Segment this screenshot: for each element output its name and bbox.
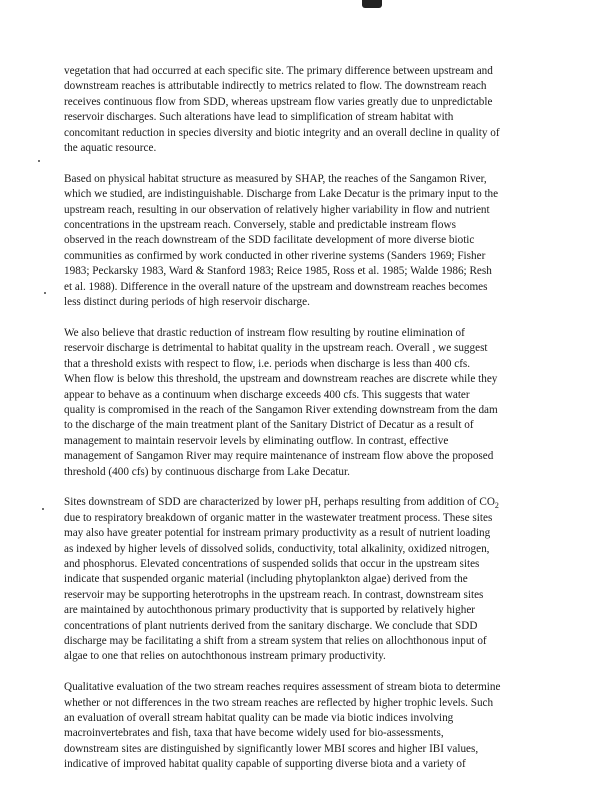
scan-mark [362, 0, 382, 8]
text-line: observed in the reach downstream of the SDD facilitate development of more diverse biotic [64, 234, 475, 247]
text-line [64, 495, 552, 510]
text-line: to the discharge of the main treatment plant of the Sanitary District of Decatur as a result of [64, 419, 474, 432]
text-line: Qualitative evaluation of the two stream reaches requires assessment of stream biota to determine [64, 681, 501, 694]
scan-speck [38, 160, 40, 162]
text-line: threshold (400 cfs) by continuous discharge from Lake Decatur. [64, 465, 350, 478]
text-line: less distinct during periods of high reservoir discharge. [64, 296, 310, 309]
body-text [64, 64, 552, 788]
text-line: downstream sites are distinguished by significantly lower MBI scores and higher IBI values, [64, 742, 479, 755]
text-line: whether or not differences in the two stream reaches are reflected by higher trophic levels. Such [64, 696, 494, 709]
text-line: communities as confirmed by work conducted in other riverine systems (Sanders 1969; Fisher [64, 249, 486, 262]
text-line: receives continuous flow from SDD, whereas upstream flow varies greatly due to unpredictable [64, 95, 493, 108]
text-line: reservoir may be supporting heterotrophs in the upstream reach. In contrast, downstream sites [64, 588, 484, 601]
text-line: management of Sangamon River may require maintenance of instream flow above the proposed [64, 450, 494, 463]
paragraph-4 [64, 495, 552, 664]
text-line: 1983; Peckarsky 1983, Ward & Stanford 1983; Reice 1985, Ross et al. 1985; Walde 1986; Resh [64, 265, 492, 278]
text-line: et al. 1988). Difference in the overall nature of the upstream and downstream reaches becomes [64, 280, 488, 293]
text-line: We also believe that drastic reduction of instream flow resulting by routine elimination of [64, 326, 465, 339]
text-line: Based on physical habitat structure as measured by SHAP, the reaches of the Sangamon River, [64, 172, 487, 185]
text-line: indicate that suspended organic material (including phytoplankton algae) derived from the [64, 573, 468, 586]
text-line: may also have greater potential for instream primary productivity as a result of nutrient loading [64, 527, 491, 540]
text-line: an evaluation of overall stream habitat quality can be made via biotic indices involving [64, 712, 454, 724]
text-line: concomitant reduction in species diversity and biotic integrity and an overall decline in quality of [64, 126, 500, 139]
text-segment: Sites downstream of SDD are characterized by lower pH, perhaps resulting from addition of CO [64, 496, 495, 509]
text-line: macroinvertebrates and fish, taxa that have become widely used for bio-assessments, [64, 727, 444, 740]
paragraph-2 [64, 172, 552, 311]
text-line: are maintained by autochthonous primary productivity that is supported by relatively higher [64, 604, 476, 617]
text-line: concentrations in the upstream reach. Conversely, stable and predictable instream flows [64, 219, 456, 232]
text-line: quality is compromised in the reach of the Sangamon River extending downstream from the dam [64, 403, 498, 416]
text-line: vegetation that had occurred at each specific site. The primary difference between upstream and [64, 65, 493, 77]
paragraph-1 [64, 64, 552, 156]
text-line: which we studied, are indistinguishable. Discharge from Lake Decatur is the primary input to the [64, 188, 499, 201]
text-line: When flow is below this threshold, the upstream and downstream reaches are discrete while they [64, 373, 498, 386]
text-line: appear to behave as a continuum when discharge exceeds 400 cfs. This suggests that water [64, 388, 470, 401]
paragraph-3 [64, 326, 552, 480]
text-line: due to respiratory breakdown of organic matter in the wastewater treatment process. These sites [64, 511, 493, 524]
text-line: the aquatic resource. [64, 142, 157, 155]
text-line: indicative of improved habitat quality capable of supporting diverse biota and a variety of [64, 758, 466, 771]
text-line: as indexed by higher levels of dissolved solids, conductivity, total alkalinity, oxidized nitrogen, [64, 542, 490, 555]
text-line: reservoir discharge is detrimental to habitat quality in the upstream reach. Overall , we suggest [64, 342, 488, 355]
text-line: algae to one that relies on autochthonous instream primary productivity. [64, 650, 386, 663]
text-line: concentrations of plant nutrients derived from the sanitary discharge. We conclude that SDD [64, 619, 478, 632]
text-line: and phosphorus. Elevated concentrations of suspended solids that occur in the upstream sites [64, 557, 480, 570]
paragraph-5 [64, 680, 552, 772]
scan-speck [44, 292, 46, 294]
scan-speck [42, 508, 44, 510]
subscript: 2 [494, 501, 499, 511]
text-line: upstream reach, resulting in our observation of relatively higher variability in flow and nutrient [64, 203, 490, 216]
text-line: discharge may be facilitating a shift from a stream system that relies on allochthonous input of [64, 634, 487, 647]
text-line: reservoir discharges. Such alterations have lead to simplification of stream habitat with [64, 111, 454, 124]
text-line: downstream reaches is attributable indirectly to metrics related to flow. The downstream reach [64, 80, 487, 93]
text-line: management to maintain reservoir levels by eliminating outflow. In contrast, effective [64, 434, 449, 447]
text-line: that a threshold exists with respect to flow, i.e. periods when discharge is less than 400 cfs. [64, 357, 471, 370]
